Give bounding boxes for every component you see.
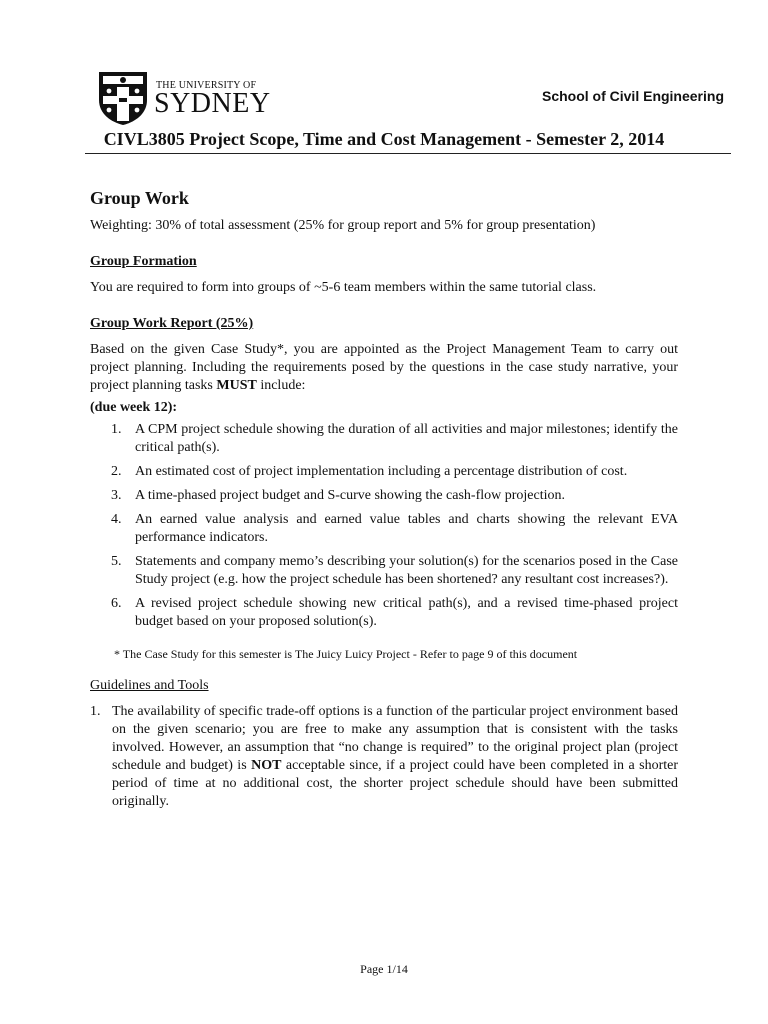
report-intro — [90, 341, 678, 395]
list-item-number: 6. — [111, 596, 122, 611]
page-number: Page 1/14 — [360, 962, 408, 976]
list-item-text-end: acceptable since, if a project could have been completed in a shorter period of time at no additional cost, the shorter project schedule should have been submitted originally. — [112, 758, 679, 809]
list-item-number: 1. — [90, 704, 101, 719]
group-report-heading: Group Work Report (25%) — [90, 316, 254, 331]
list-item-text: A CPM project schedule showing the duration of all activities and major milestones; identify the critical path(s). — [135, 422, 678, 455]
list-item — [90, 463, 678, 481]
list-item-number: 1. — [111, 422, 122, 437]
list-item-text: An estimated cost of project implementation including a percentage distribution of cost. — [135, 464, 628, 479]
university-logo — [97, 70, 271, 126]
list-item — [90, 511, 678, 547]
list-item-text: A time-phased project budget and S-curve showing the cash-flow projection. — [135, 488, 565, 503]
list-item-text: The availability of specific trade-off options is a function of the particular project environment based on the given scenario; you are free to make any assumption that is consistent with the tasks involved. However, an assumption that “no change is required” to the original project plan (project schedule and budget) is — [112, 704, 678, 773]
list-item-text: A revised project schedule showing new critical path(s), and a revised time-phased project budget based on your proposed solution(s). — [135, 596, 678, 629]
group-work-title: Group Work — [90, 188, 189, 208]
list-item-emphasis: NOT — [251, 758, 282, 773]
list-item — [90, 487, 678, 505]
list-item — [90, 595, 678, 631]
list-item-number: 4. — [111, 512, 122, 527]
header-divider — [85, 153, 731, 154]
list-item — [90, 553, 678, 589]
report-intro-text: Based on the given Case Study*, you are appointed as the Project Management Team to carry out project planning. Including the requirements posed by the questions in the case study narrative, your project planning tasks — [90, 342, 678, 393]
report-intro-emphasis: MUST — [216, 378, 257, 393]
group-formation-heading: Group Formation — [90, 254, 197, 269]
weighting-text: Weighting: 30% of total assessment (25% for group report and 5% for group presentation) — [90, 218, 596, 233]
list-item-number: 5. — [111, 554, 122, 569]
list-item — [90, 703, 678, 811]
report-intro-end: include: — [256, 378, 306, 393]
university-crest-icon — [97, 70, 149, 126]
guidelines-list — [90, 703, 678, 811]
school-name: School of Civil Engineering — [541, 88, 724, 104]
list-item — [90, 421, 678, 457]
list-item-number: 3. — [111, 488, 122, 503]
course-title: CIVL3805 Project Scope, Time and Cost Management - Semester 2, 2014 — [103, 129, 665, 149]
list-item-text: An earned value analysis and earned value tables and charts showing the relevant EVA performance indicators. — [135, 512, 678, 545]
case-study-footnote: * The Case Study for this semester is The Juicy Luicy Project - Refer to page 9 of this document — [114, 647, 578, 661]
main-content — [90, 186, 678, 811]
task-list — [90, 421, 678, 631]
university-name-big: SYDNEY — [154, 88, 271, 119]
list-item-text: Statements and company memo’s describing your solution(s) for the scenarios posed in the Case Study project (e.g. how the project schedule has been shortened? any resultant cost increases?). — [135, 554, 678, 587]
list-item-number: 2. — [111, 464, 122, 479]
guidelines-heading: Guidelines and Tools — [90, 678, 209, 693]
due-date: (due week 12): — [90, 400, 178, 415]
university-name-small: THE UNIVERSITY OF — [156, 80, 257, 91]
group-formation-text: You are required to form into groups of ~5-6 team members within the same tutorial class. — [90, 280, 597, 295]
